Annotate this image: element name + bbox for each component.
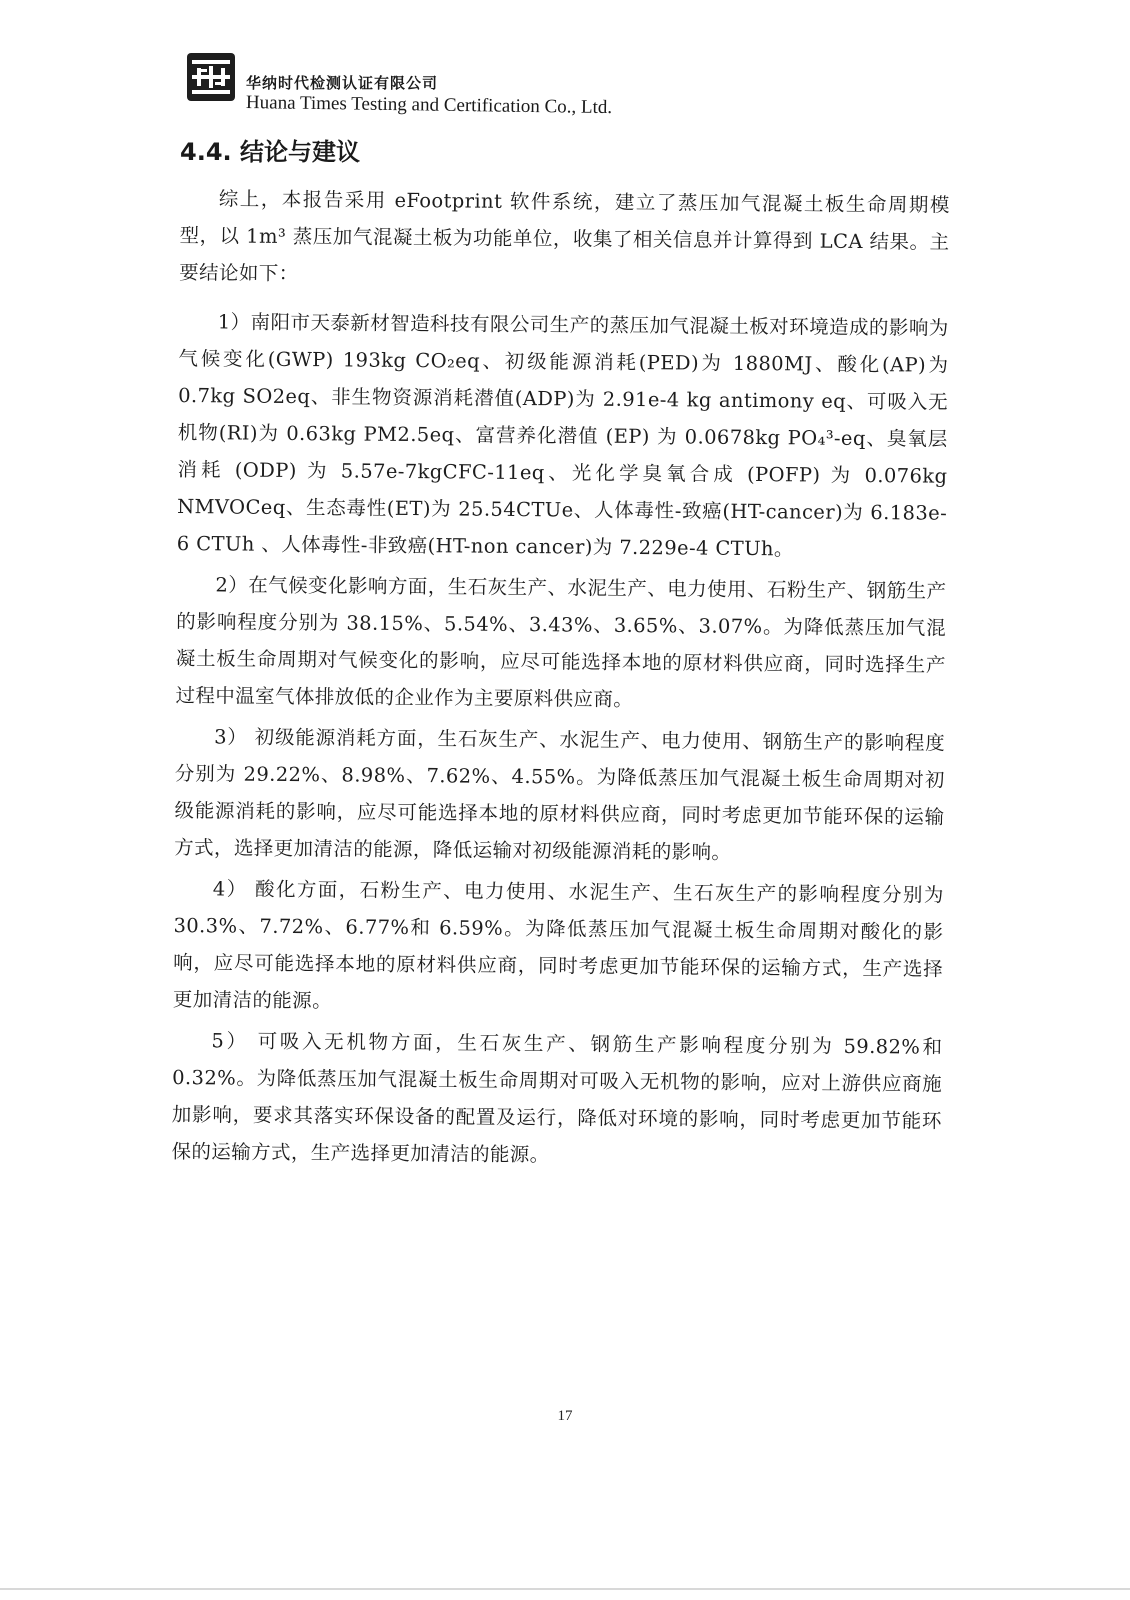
conclusion-5-paragraph: 5） 可吸入无机物方面，生石灰生产、钢筋生产影响程度分别为 59.82%和 0.32%。为降低蒸压加气混凝土板生命周期对可吸入无机物的影响，应对上游供应商施加影响，要求其落实环保设备的配置及运行，降低对环境的影响，同时考虑更加节能环保的运输方式，生产选择更加清洁的能源。 bbox=[171, 1029, 943, 1167]
scan-edge-divider bbox=[0, 1588, 1130, 1590]
huana-logo-icon bbox=[186, 52, 236, 102]
conclusion-2-paragraph: 2）在气候变化影响方面，生石灰生产、水泥生产、电力使用、石粉生产、钢筋生产的影响程度分别为 38.15%、5.54%、3.43%、3.65%、3.07%。为降低蒸压加气混凝土板生命周期对气候变化的影响，应尽可能选择本地的原材料供应商，同时选择生产过程中温室气体排放低的企业作为主要原料供应商。 bbox=[175, 573, 947, 711]
conclusion-3-paragraph: 3） 初级能源消耗方面，生石灰生产、水泥生产、电力使用、钢筋生产的影响程度分别为 29.22%、8.98%、7.62%、4.55%。为降低蒸压加气混凝土板生命周期对初级能源消耗的影响，应尽可能选择本地的原材料供应商，同时考虑更加节能环保的运输方式，选择更加清洁的能源，降低运输对初级能源消耗的影响。 bbox=[174, 725, 946, 864]
company-name-en: Huana Times Testing and Certification Co., Ltd. bbox=[245, 92, 613, 119]
company-name-cn: 华纳时代检测认证有限公司 bbox=[246, 74, 439, 92]
conclusion-4-paragraph: 4） 酸化方面，石粉生产、电力使用、水泥生产、生石灰生产的影响程度分别为 30.3%、7.72%、6.77%和 6.59%。为降低蒸压加气混凝土板生命周期对酸化的影响，应尽可能选择本地的原材料供应商，同时考虑更加节能环保的运输方式，生产选择更加清洁的能源。 bbox=[172, 877, 944, 1013]
body-text bbox=[171, 180, 950, 1181]
intro-paragraph: 综上，本报告采用 eFootprint 软件系统，建立了蒸压加气混凝土板生命周期模型，以 1m³ 蒸压加气混凝土板为功能单位，收集了相关信息并计算得到 LCA 结果。主要结论如下： bbox=[179, 187, 950, 286]
letterhead bbox=[186, 52, 706, 119]
conclusion-1-paragraph: 1）南阳市天泰新材智造科技有限公司生产的蒸压加气混凝土板对环境造成的影响为气候变化(GWP) 193kg CO₂eq、初级能源消耗(PED)为 1880MJ、酸化(AP)为 0.7kg SO2eq、非生物资源消耗潜值(ADP)为 2.91e-4 kg antimony eq、可吸入无机物(RI)为 0.63kg PM2.5eq、富营养化潜值 (EP) 为 0.0678kg PO₄³-eq、臭氧层消耗 (ODP) 为 5.57e-7kgCFC-11eq、光化学臭氧合成 (POFP) 为 0.076kg NMVOCeq、生态毒性(ET)为 25.54CTUe、人体毒性-致癌(HT-cancer)为 6.183e-6 CTUh 、人体毒性-非致癌(HT-non cancer)为 7.229e-4 CTUh。 bbox=[176, 310, 949, 561]
page-number: 17 bbox=[557, 1408, 573, 1424]
section-heading: 4.4. 结论与建议 bbox=[180, 138, 360, 166]
